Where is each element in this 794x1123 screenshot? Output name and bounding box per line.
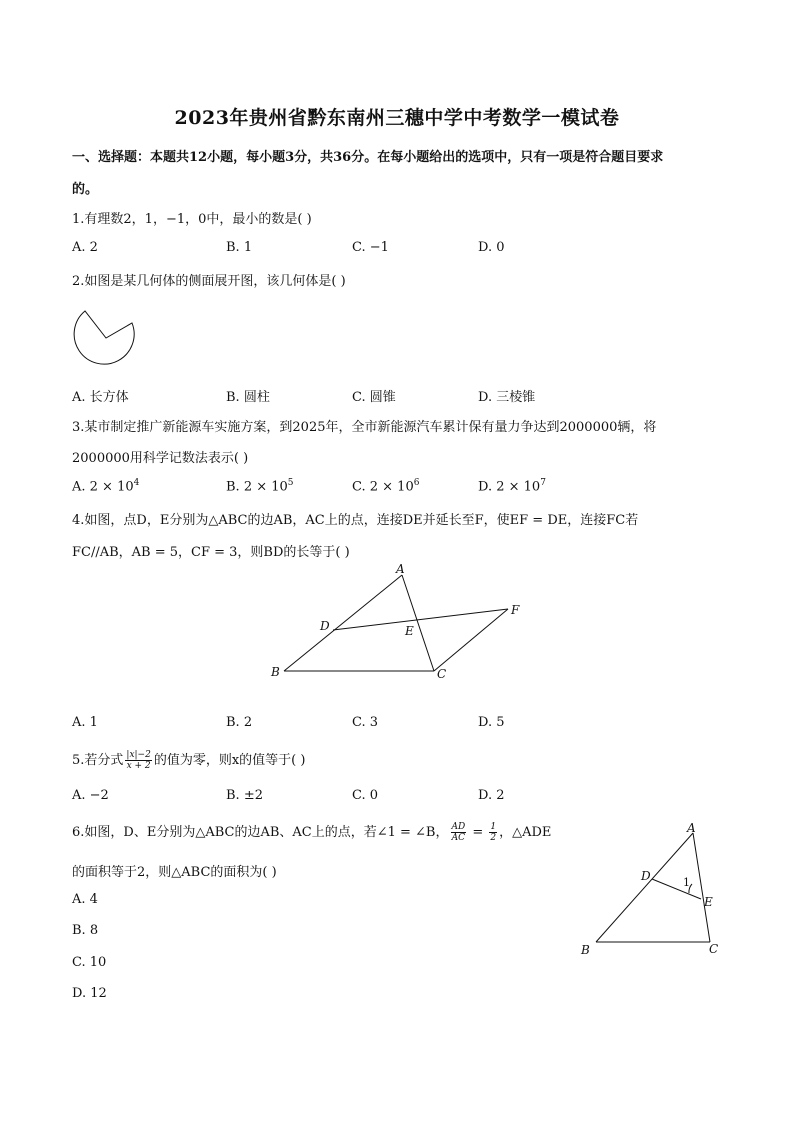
- q5-fraction: $\frac{|x|-2}{x + 2}$: [126, 750, 151, 771]
- section-heading: 一、选择题：本题共12小题，每小题3分，共36分。在每小题给出的选项中，只有一项是符合题目要求: [72, 150, 664, 165]
- q4-label-f: F: [511, 603, 520, 617]
- q4-label-b: B: [271, 665, 280, 679]
- q1-option-b: B. 1: [226, 240, 253, 255]
- q1-stem: 1.有理数2，1，−1，0中，最小的数是( ): [72, 212, 312, 227]
- q6-stem-cont: 的面积等于2，则△ABC的面积为( ): [72, 865, 277, 880]
- q4-option-b: B. 2: [226, 715, 253, 730]
- q4-label-a: A: [396, 562, 405, 576]
- q4-option-d: D. 5: [478, 715, 505, 730]
- q6-angle-label: 1: [683, 876, 690, 889]
- q6-label-e: E: [704, 895, 713, 909]
- q6-label-a: A: [687, 821, 696, 835]
- q2-option-b: B. 圆柱: [226, 390, 270, 405]
- q6-option-a: A. 4: [72, 892, 98, 907]
- q3-option-b: B. $2 \times 10^5$: [226, 478, 294, 495]
- q4-option-a: A. 1: [72, 715, 98, 730]
- q6-fraction-half: $\frac{1}{2}$: [490, 822, 497, 843]
- q4-label-d: D: [320, 619, 330, 633]
- q2-sector-figure: [70, 302, 142, 374]
- q2-option-a: A. 长方体: [72, 390, 129, 405]
- q5-option-c: C. 0: [352, 788, 379, 803]
- q6-label-d: D: [641, 869, 651, 883]
- q4-label-c: C: [437, 667, 447, 681]
- q6-label-c: C: [709, 942, 719, 956]
- q5-stem: 5.若分式 $\frac{|x|-2}{x + 2}$ 的值为零，则x的值等于( ): [72, 750, 306, 771]
- q5-option-d: D. 2: [478, 788, 505, 803]
- q6-option-d: D. 12: [72, 986, 107, 1001]
- q1-option-d: D. 0: [478, 240, 505, 255]
- q6-label-b: B: [581, 943, 590, 957]
- q3-stem-cont: 2000000用科学记数法表示( ): [72, 451, 249, 466]
- q2-stem: 2.如图是某几何体的侧面展开图，该几何体是( ): [72, 274, 346, 289]
- q5-option-b: B. ±2: [226, 788, 263, 803]
- q6-option-c: C. 10: [72, 955, 107, 970]
- q4-option-c: C. 3: [352, 715, 379, 730]
- q2-option-d: D. 三棱锥: [478, 390, 536, 405]
- q6-fraction: $\frac{AD}{AC}$: [451, 822, 466, 843]
- q1-option-c: C. −1: [352, 240, 389, 255]
- q6-stem: 6.如图，D、E分别为△ABC的边AB、AC上的点，若∠1 = ∠B， $\frac{AD}{AC}$ = $\frac{1}{2}$ ，△ADE: [72, 822, 552, 843]
- q2-option-c: C. 圆锥: [352, 390, 396, 405]
- q6-triangle-figure: [576, 816, 726, 962]
- page-title: 2023年贵州省黔东南州三穗中学中考数学一模试卷: [174, 107, 620, 129]
- section-heading-cont: 的。: [72, 182, 99, 197]
- q1-option-a: A. 2: [72, 240, 98, 255]
- q3-option-a: A. $2 \times 10^4$: [72, 478, 140, 495]
- q6-option-b: B. 8: [72, 923, 99, 938]
- q3-option-d: D. $2 \times 10^7$: [478, 478, 546, 495]
- q4-triangle-figure: [262, 558, 532, 686]
- q5-option-a: A. −2: [72, 788, 109, 803]
- q4-stem: 4.如图，点D，E分别为△ABC的边AB，AC上的点，连接DE并延长至F，使EF = DE，连接FC若: [72, 513, 639, 528]
- q4-label-e: E: [405, 624, 414, 638]
- q3-option-c: C. $2 \times 10^6$: [352, 478, 420, 495]
- q3-stem: 3.某市制定推广新能源车实施方案，到2025年，全市新能源汽车累计保有量力争达到2000000辆，将: [72, 420, 657, 435]
- q4-stem-cont: FC//AB，AB = 5，CF = 3，则BD的长等于( ): [72, 545, 350, 560]
